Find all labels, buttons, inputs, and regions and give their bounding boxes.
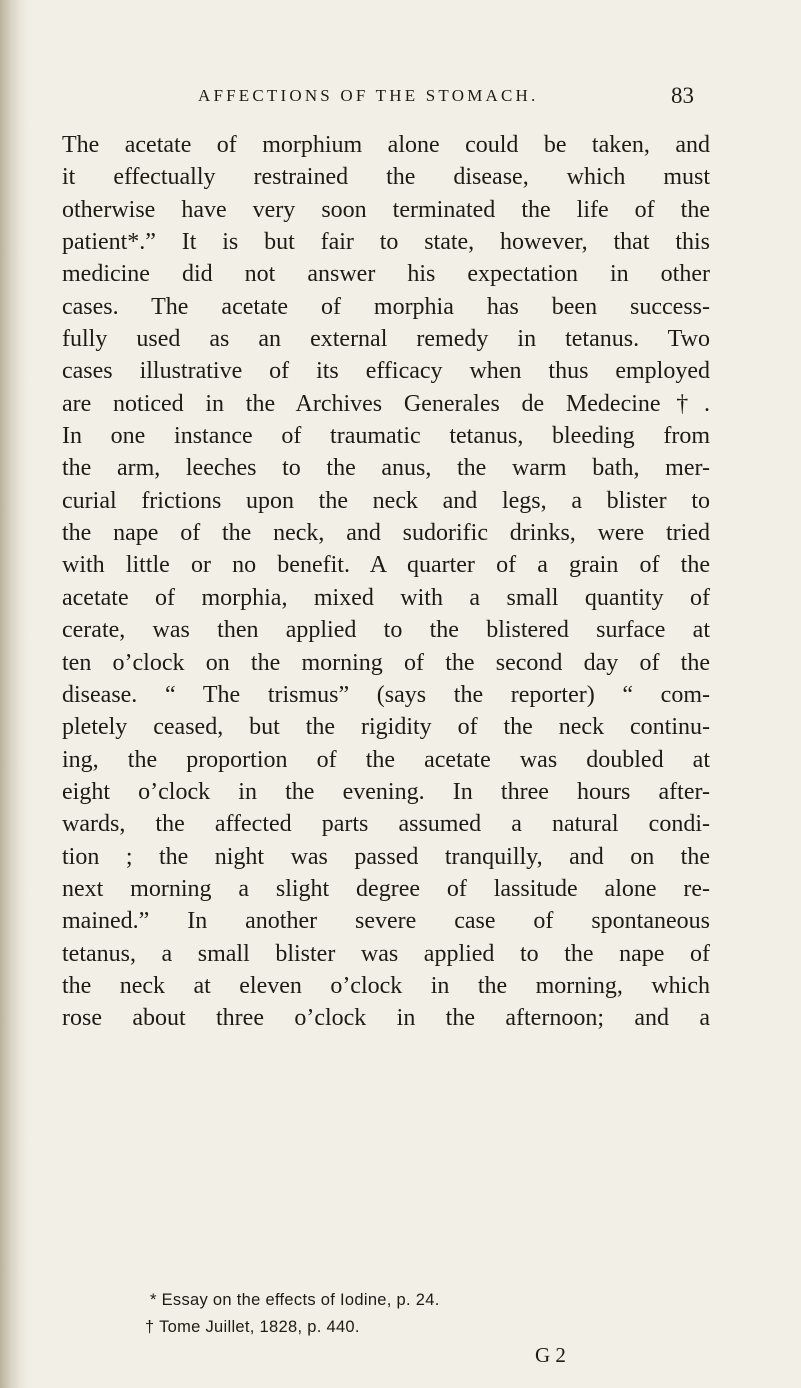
- text-line: disease. “ The trismus” (says the reporter) “ com-: [62, 681, 710, 708]
- running-head: [0, 83, 801, 116]
- text-line: next morning a slight degree of lassitude alone re-: [62, 875, 710, 902]
- text-line: The acetate of morphium alone could be taken, and: [62, 132, 710, 158]
- binding-shadow: [0, 0, 30, 1388]
- text-line: the arm, leeches to the anus, the warm bath, mer-: [62, 455, 710, 482]
- text-line: tetanus, a small blister was applied to the nape of: [62, 940, 710, 967]
- text-line: acetate of morphia, mixed with a small quantity of: [62, 584, 710, 611]
- text-line: the nape of the neck, and sudorific drinks, were tried: [62, 520, 710, 547]
- text-line: ing, the proportion of the acetate was doubled at: [62, 746, 710, 773]
- text-line: ten o’clock on the morning of the second day of the: [62, 649, 710, 676]
- signature-mark: G 2: [535, 1343, 566, 1367]
- text-line: curial frictions upon the neck and legs, a blister to: [62, 487, 710, 514]
- text-line: the neck at eleven o’clock in the morning, which: [62, 972, 710, 999]
- text-line: rose about three o’clock in the afternoon; and a: [62, 1005, 710, 1032]
- text-line: are noticed in the Archives Generales de Medecine†.: [62, 390, 710, 417]
- text-line: fully used as an external remedy in tetanus. Two: [62, 326, 710, 353]
- text-line: patient*.” It is but fair to state, however, that this: [62, 229, 710, 256]
- footnote-essay-on-iodine: * Essay on the effects of Iodine, p. 24.: [150, 1291, 440, 1309]
- text-line: pletely ceased, but the rigidity of the neck continu-: [62, 714, 710, 741]
- text-line: it effectually restrained the disease, which must: [62, 164, 710, 191]
- body-text: [62, 129, 710, 1035]
- text-line: mained.” In another severe case of spontaneous: [62, 908, 710, 935]
- running-title: AFFECTIONS OF THE STOMACH.: [198, 86, 539, 105]
- footnote-tome-juillet: † Tome Juillet, 1828, p. 440.: [145, 1318, 360, 1336]
- text-line: medicine did not answer his expectation in other: [62, 261, 710, 288]
- text-line: cases illustrative of its efficacy when thus employed: [62, 358, 710, 385]
- text-line: otherwise have very soon terminated the life of the: [62, 196, 710, 223]
- text-line: tion ; the night was passed tranquilly, and on the: [62, 843, 710, 870]
- text-line: In one instance of traumatic tetanus, bleeding from: [62, 423, 710, 450]
- text-line: with little or no benefit. A quarter of a grain of the: [62, 552, 710, 579]
- text-line: cerate, was then applied to the blistered surface at: [62, 617, 710, 644]
- text-line: eight o’clock in the evening. In three hours after-: [62, 778, 710, 805]
- text-line: wards, the affected parts assumed a natural condi-: [62, 811, 710, 838]
- page-number: 83: [671, 83, 694, 108]
- text-line: cases. The acetate of morphia has been success-: [62, 293, 710, 320]
